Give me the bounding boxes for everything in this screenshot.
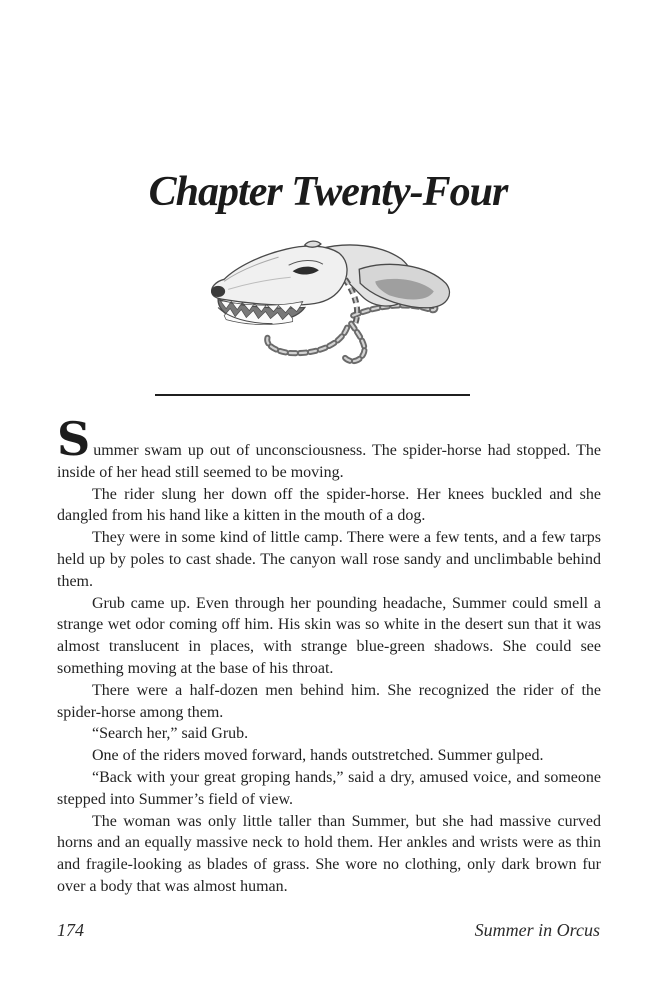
paragraph: The rider slung her down off the spider-horse. Her knees buckled and she dangled from his hand like a kitten in the mouth of a dog. (57, 485, 601, 525)
paragraph: They were in some kind of little camp. There were a few tents, and a few tarps held up by poles to cast shade. The canyon wall rose sandy and unclimbable behind them. (57, 529, 601, 590)
paragraph: “Back with your great groping hands,” said a dry, amused voice, and someone stepped into Summer’s field of view. (57, 768, 601, 808)
dog-head-with-chains-icon (208, 240, 460, 368)
section-divider-rule (155, 394, 470, 396)
paragraph: There were a half-dozen men behind him. She recognized the rider of the spider-horse among them. (57, 681, 601, 721)
chapter-heading: Chapter Twenty-Four (148, 169, 508, 215)
page-number: 174 (57, 920, 84, 940)
body-text (57, 412, 601, 898)
paragraph: Grub came up. Even through her pounding headache, Summer could smell a strange wet odor coming off him. His skin was so white in the desert sun that it was almost translucent in places, with strange blue-green shadows. She could see something moving at the base of his throat. (57, 594, 601, 677)
paragraph-text: ummer swam up out of unconsciousness. The spider-horse had stopped. The inside of her head still seemed to be moving. (57, 442, 601, 481)
drop-cap-letter: S (57, 412, 91, 466)
paragraph: The woman was only little taller than Summer, but she had massive curved horns and an equally massive neck to hold them. Her ankles and wrists were as thin and fragile-looking as blades of grass. She wore no clothing, only dark brown fur over a body that was almost human. (57, 812, 601, 895)
paragraph (57, 412, 601, 484)
dog-head-illustration (208, 240, 460, 368)
paragraph: “Search her,” said Grub. (92, 725, 249, 743)
running-title: Summer in Orcus (474, 920, 600, 940)
page-footer (57, 920, 600, 941)
paragraph: One of the riders moved forward, hands outstretched. Summer gulped. (92, 747, 544, 765)
